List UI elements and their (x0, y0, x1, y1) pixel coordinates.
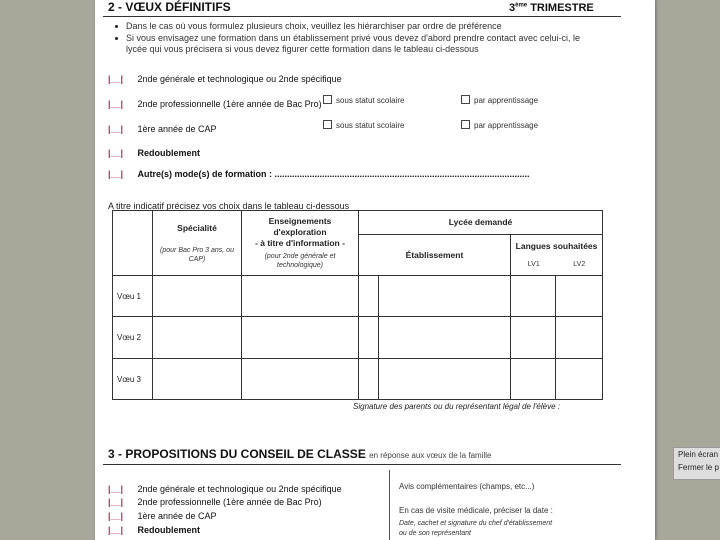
proposal-label: 1ère année de CAP (137, 511, 217, 521)
cell[interactable] (242, 276, 359, 317)
cell[interactable] (359, 276, 379, 317)
section-2-rule (103, 16, 621, 17)
option-label: Redoublement (137, 148, 201, 158)
checkbox-slot[interactable]: |__| (108, 148, 124, 158)
option-label: 2nde générale et technologique ou 2nde spécifique (137, 74, 342, 84)
checkbox-slot[interactable]: |__| (108, 124, 124, 134)
header-speciality (153, 211, 242, 276)
proposal-row (108, 520, 200, 538)
cell[interactable] (556, 317, 603, 359)
cell[interactable] (379, 359, 511, 400)
section-3-rule (103, 464, 621, 465)
cell[interactable] (153, 359, 242, 400)
header-enseignements-line1: Enseignements (268, 216, 332, 226)
row-label-voeu-1: Vœu 1 (113, 276, 153, 317)
header-lycee (359, 211, 603, 235)
checkbox-slot[interactable]: |__| (108, 169, 124, 179)
table-note: A titre indicatif précisez vos choix dans le tableau ci-dessous (108, 201, 350, 211)
table-corner (113, 211, 153, 276)
option-label: 2nde professionnelle (1ère année de Bac Pro) (137, 99, 322, 109)
option-row (108, 94, 322, 112)
option-row (108, 69, 342, 87)
bullet-continuation: lycée qui vous précisera si vous devez figurer cette formation dans le tableau ci-dessous (126, 44, 479, 54)
option-row (108, 119, 217, 137)
cell[interactable] (556, 359, 603, 400)
bullet-item: Si vous envisagez une formation dans un établissement privé vous devez d'abord prendre contact avec celui-ci, le (115, 33, 580, 43)
cell[interactable] (379, 317, 511, 359)
statut-scolaire-checkbox[interactable]: sous statut scolaire (323, 120, 404, 130)
option-label: 1ère année de CAP (137, 124, 217, 134)
cell[interactable] (511, 276, 556, 317)
bullet-item: Dans le cas où vous formulez plusieurs choix, veuillez les hiérarchiser par ordre de préférence (115, 21, 502, 31)
header-langues-label: Langues souhaitées (515, 241, 598, 251)
section-3-title: 3 - PROPOSITIONS DU CONSEIL DE CLASSE en réponse aux vœux de la famille (108, 447, 492, 461)
apprentissage-checkbox[interactable]: par apprentissage (461, 120, 538, 130)
header-lv1: LV1 (527, 261, 540, 268)
context-menu (673, 447, 720, 480)
header-enseignements-line3: - à titre d'information - (255, 238, 345, 248)
header-enseignements-line2: d'exploration (273, 227, 327, 237)
row-label-voeu-3: Vœu 3 (113, 359, 153, 400)
header-speciality-label: Spécialité (177, 222, 217, 233)
cell[interactable] (556, 276, 603, 317)
medical-visit-date: En cas de visite médicale, préciser la date : (399, 506, 553, 515)
checkbox-slot[interactable]: |__| (108, 74, 124, 84)
menu-item-close[interactable]: Fermer le p (678, 463, 719, 472)
proposal-label: 2nde générale et technologique ou 2nde spécifique (137, 484, 342, 494)
section-2-title: 2 - VŒUX DÉFINITIFS (108, 0, 231, 14)
header-lv2: LV2 (573, 261, 586, 268)
cell[interactable] (511, 317, 556, 359)
document-page (95, 0, 655, 540)
checkbox-slot[interactable]: |__| (108, 484, 124, 494)
checkbox-slot[interactable]: |__| (108, 511, 124, 521)
header-enseignements-note: (pour 2nde générale et technologique) (264, 253, 336, 269)
checkbox-slot[interactable]: |__| (108, 99, 124, 109)
apprentissage-checkbox[interactable]: par apprentissage (461, 95, 538, 105)
header-etablissement-label: Établissement (405, 249, 464, 260)
proposal-label: 2nde professionnelle (1ère année de Bac Pro) (137, 497, 322, 507)
checkbox-slot[interactable]: |__| (108, 497, 124, 507)
option-row (108, 143, 200, 161)
cell[interactable] (511, 359, 556, 400)
cell[interactable] (359, 359, 379, 400)
checkbox-slot[interactable]: |__| (108, 525, 124, 535)
header-enseignements (242, 211, 359, 276)
option-row (108, 164, 530, 182)
cell[interactable] (242, 317, 359, 359)
cell[interactable] (379, 276, 511, 317)
principal-signature-cont: ou de son représentant (399, 530, 471, 537)
principal-signature: Date, cachet et signature du chef d'établissement (399, 520, 553, 527)
header-lycee-label: Lycée demandé (448, 217, 513, 227)
menu-item-fullscreen[interactable]: Plein écran (678, 450, 719, 459)
cell[interactable] (242, 359, 359, 400)
header-speciality-note: (pour Bac Pro 3 ans, ou CAP) (160, 246, 234, 263)
cell[interactable] (153, 317, 242, 359)
signature-line: Signature des parents ou du représentant légal de l'élève : (353, 402, 560, 411)
option-label: Autre(s) mode(s) de formation : ...................................................................................................... (137, 169, 530, 179)
header-etablissement (359, 235, 511, 276)
cell[interactable] (359, 317, 379, 359)
proposal-label: Redoublement (137, 525, 201, 535)
choices-table (112, 210, 603, 400)
trimester-label: 3ème TRIMESTRE (509, 2, 594, 14)
row-label-voeu-2: Vœu 2 (113, 317, 153, 359)
statut-scolaire-checkbox[interactable]: sous statut scolaire (323, 95, 404, 105)
header-langues (511, 235, 603, 276)
column-divider (389, 470, 390, 540)
complementary-opinion: Avis complémentaires (champs, etc...) (399, 482, 535, 491)
cell[interactable] (153, 276, 242, 317)
